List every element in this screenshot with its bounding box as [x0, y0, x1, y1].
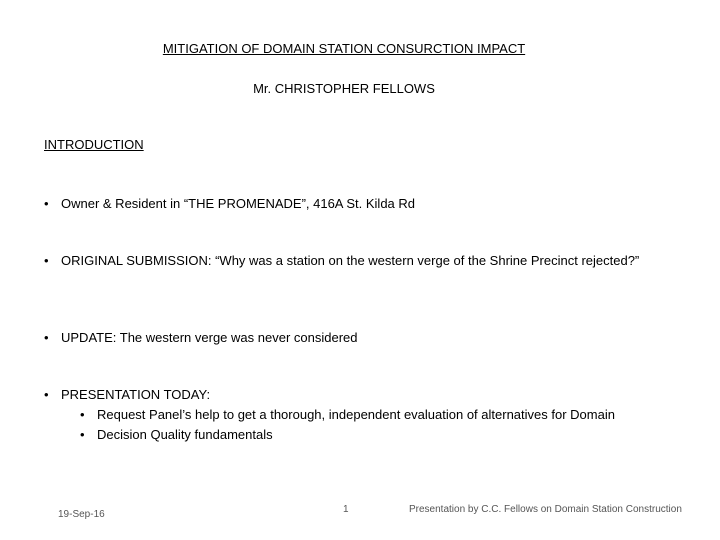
sub-bullet-item	[80, 425, 717, 445]
sub-bullet-text: Request Panel’s help to get a thorough, independent evaluation of alternatives for Domain	[97, 407, 615, 422]
bullet-item	[44, 251, 711, 271]
bullet-dot-icon: •	[80, 427, 85, 442]
bullet-dot-icon: •	[80, 407, 85, 422]
bullet-text: UPDATE: The western verge was never considered	[61, 330, 358, 345]
bullet-dot-icon: •	[44, 253, 49, 268]
bullet-dot-icon: •	[44, 196, 49, 211]
bullet-text: Owner & Resident in “THE PROMENADE”, 416A St. Kilda Rd	[61, 196, 416, 211]
sub-bullet-text: Decision Quality fundamentals	[97, 427, 273, 442]
bullet-text: ORIGINAL SUBMISSION: “Why was a station on the western verge of the Shrine Precinct rejected?”	[61, 253, 640, 268]
bullet-dot-icon: •	[44, 330, 49, 345]
bullet-text: PRESENTATION TODAY:	[61, 387, 211, 402]
section-heading: INTRODUCTION	[44, 137, 144, 152]
page-number: 1	[343, 504, 349, 515]
sub-bullet-item	[80, 405, 717, 425]
bullet-item	[44, 385, 711, 405]
bullet-dot-icon: •	[44, 387, 49, 402]
slide-title: MITIGATION OF DOMAIN STATION CONSURCTION IMPACT	[162, 41, 526, 56]
footer-credit: Presentation by C.C. Fellows on Domain Station Construction	[409, 504, 682, 515]
footer-date: 19-Sep-16	[58, 509, 105, 520]
bullet-item	[44, 328, 711, 348]
presenter-name: Mr. CHRISTOPHER FELLOWS	[253, 81, 435, 96]
bullet-item	[44, 194, 711, 214]
